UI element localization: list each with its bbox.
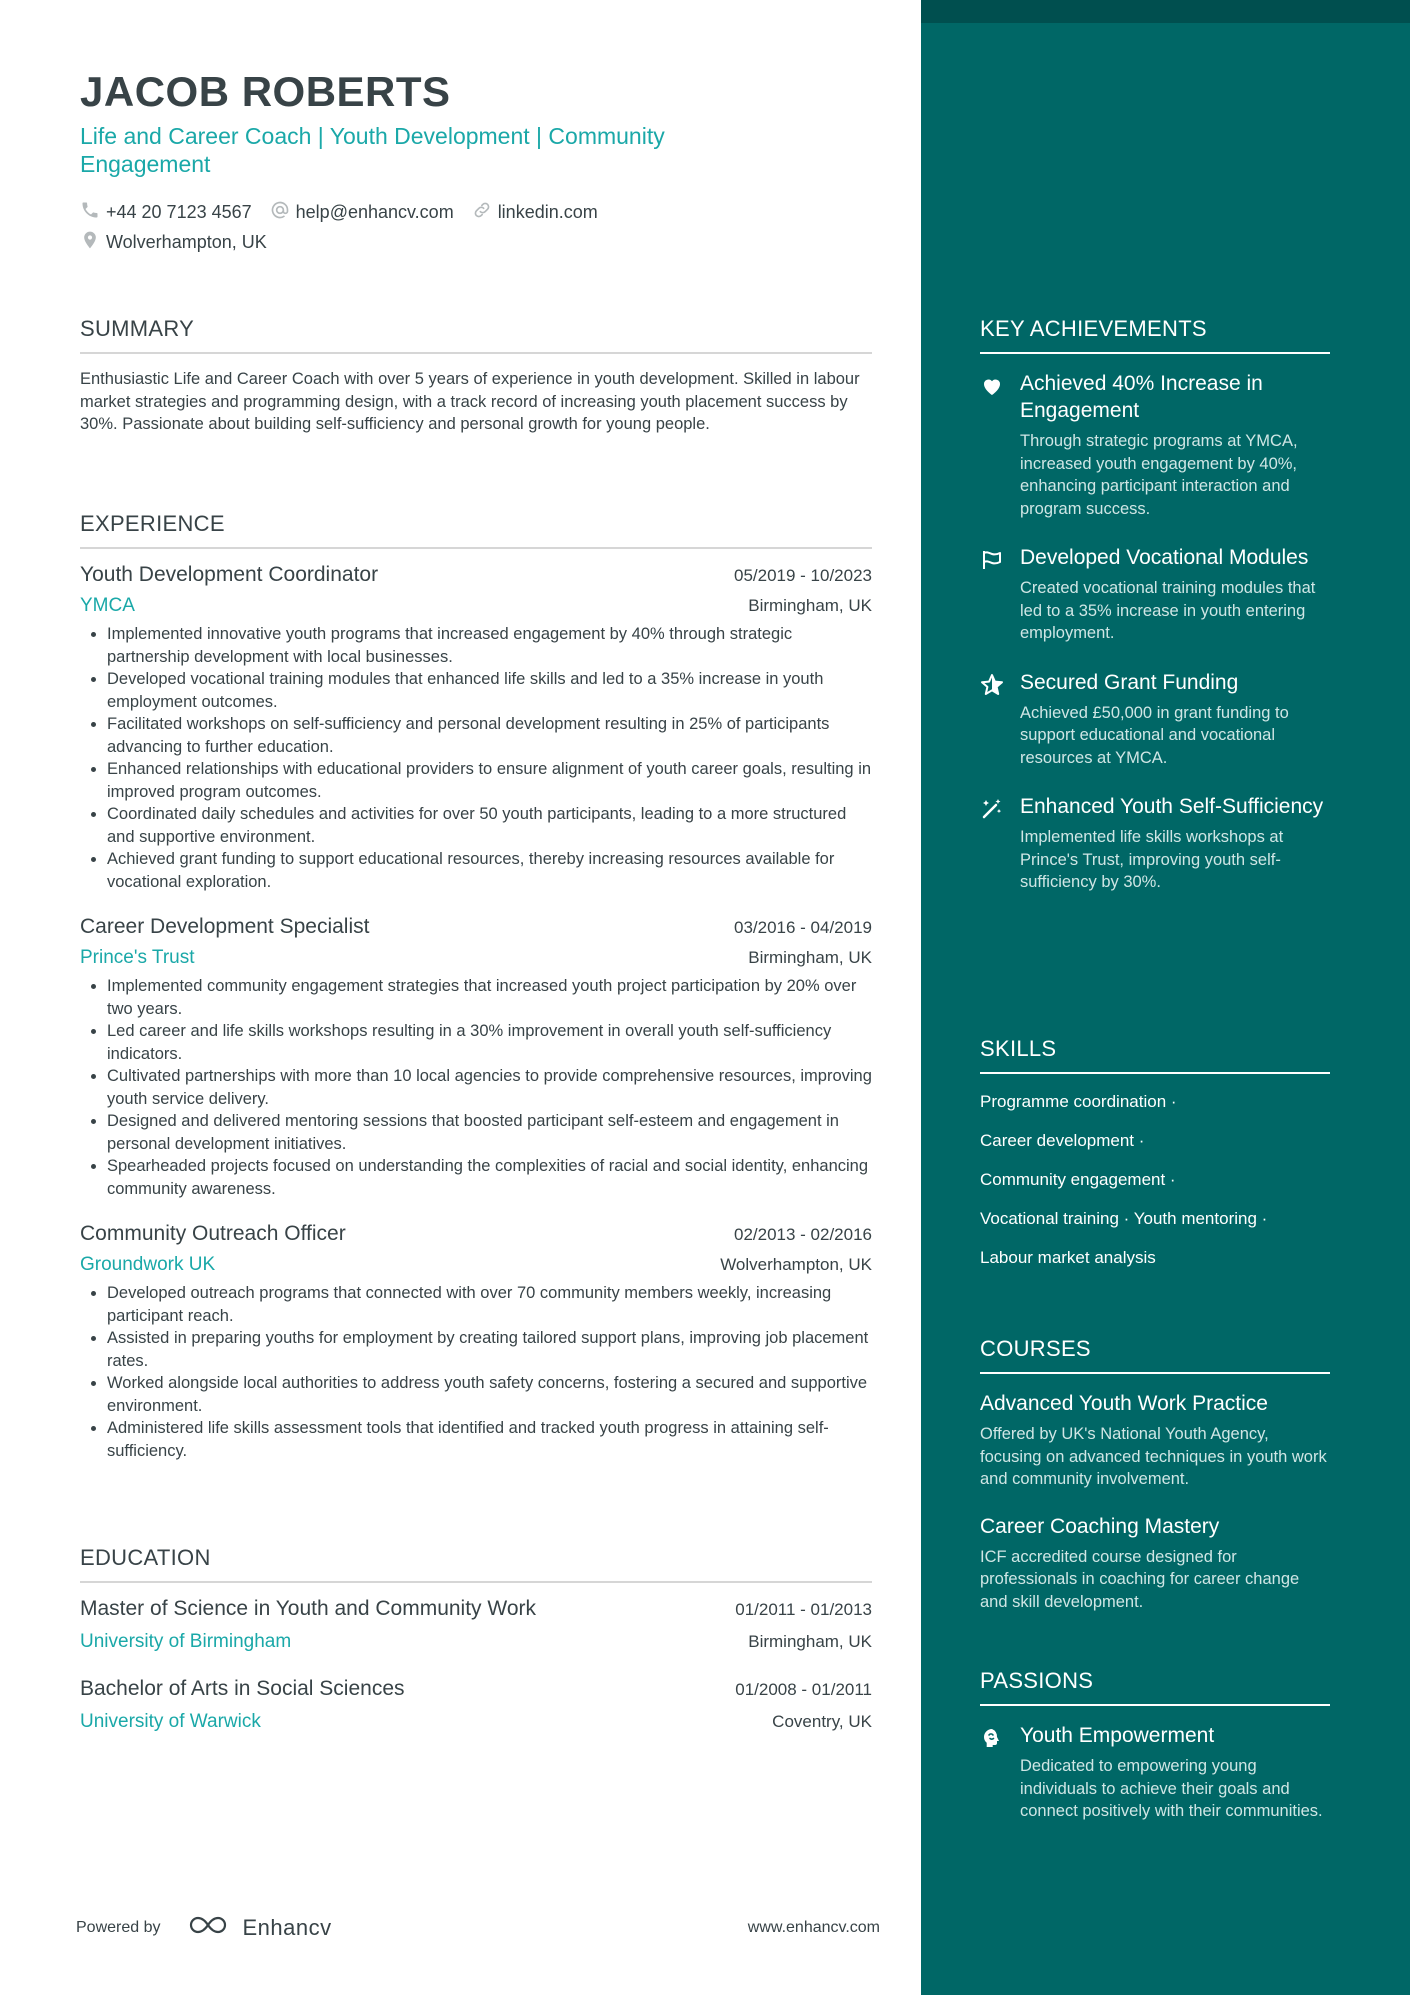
- job-bullet: • Developed vocational training modules that enhanced life skills and led to a 35% increase in youth employment outcomes.: [107, 668, 872, 713]
- passions-heading: PASSIONS: [980, 1668, 1330, 1706]
- job-dates: 02/2013 - 02/2016: [733, 1225, 872, 1244]
- job-entry: [80, 1222, 872, 1462]
- job-bullet: • Achieved grant funding to support educational resources, thereby increasing resources available for vocational exploration.: [107, 848, 872, 893]
- skill-line: Community engagement ·: [980, 1170, 1176, 1189]
- flag-icon: [980, 544, 1006, 645]
- job-bullet: • Cultivated partnerships with more than 10 local agencies to provide comprehensive resources, improving youth service delivery.: [107, 1065, 872, 1110]
- sidebar-top-band: [921, 0, 1410, 23]
- job-bullet: • Facilitated workshops on self-sufficiency and personal development resulting in 25% of participants advancing to further education.: [107, 713, 872, 758]
- edu-location: Birmingham, UK: [748, 1632, 872, 1651]
- location-pin-icon: [80, 230, 100, 255]
- job-bullet: • Enhanced relationships with educational providers to ensure alignment of youth career goals, resulting in improved program outcomes.: [107, 758, 872, 803]
- job-bullet: • Implemented innovative youth programs that increased engagement by 40% through strategic partnership development with local businesses.: [107, 623, 872, 668]
- contact-phone: [80, 200, 252, 225]
- achievement-title: Achieved 40% Increase in Engagement: [1020, 372, 1263, 422]
- job-dates: 05/2019 - 10/2023: [733, 566, 872, 585]
- job-role: Career Development Specialist: [80, 915, 370, 938]
- course-item: [980, 1513, 1330, 1614]
- passion-desc: Dedicated to empowering young individuals to achieve their goals and connect positively with their communities.: [1020, 1757, 1323, 1820]
- skills-heading: SKILLS: [980, 1036, 1330, 1074]
- skill-line: Programme coordination ·: [980, 1092, 1177, 1111]
- edu-degree: Bachelor of Arts in Social Sciences: [80, 1677, 405, 1700]
- star-icon: [980, 669, 1006, 770]
- achievement-desc: Created vocational training modules that led to a 35% increase in youth entering employment.: [1020, 579, 1316, 642]
- edu-dates: 01/2008 - 01/2011: [735, 1680, 872, 1699]
- achievement-title: Enhanced Youth Self-Sufficiency: [1020, 795, 1324, 818]
- experience-heading: EXPERIENCE: [80, 511, 872, 549]
- job-location: Birmingham, UK: [748, 596, 872, 615]
- achievement-item: [980, 669, 1330, 770]
- course-title: Advanced Youth Work Practice: [980, 1392, 1268, 1415]
- linkedin-text: linkedin.com: [497, 201, 598, 222]
- job-dates: 03/2016 - 04/2019: [733, 918, 872, 937]
- contact-location: [80, 230, 267, 255]
- education-section: [80, 1545, 872, 1757]
- edu-location: Coventry, UK: [772, 1712, 872, 1731]
- education-entry: [80, 1677, 872, 1733]
- location-text: Wolverhampton, UK: [106, 231, 267, 252]
- email-text: help@enhancv.com: [295, 201, 454, 222]
- job-bullets: [80, 1282, 872, 1462]
- skill-line: Career development ·: [980, 1131, 1145, 1150]
- job-role: Youth Development Coordinator: [80, 563, 379, 586]
- education-heading: EDUCATION: [80, 1545, 872, 1583]
- experience-section: [80, 511, 872, 1484]
- job-entry: [80, 915, 872, 1200]
- heart-icon: [980, 370, 1006, 520]
- achievement-title: Developed Vocational Modules: [1020, 546, 1309, 569]
- phone-icon: [80, 200, 100, 225]
- edu-school: University of Warwick: [80, 1711, 261, 1732]
- infinity-logo-icon: [185, 1913, 231, 1943]
- course-desc: ICF accredited course designed for professionals in coaching for career change and skill development.: [980, 1547, 1300, 1611]
- footer-url[interactable]: www.enhancv.com: [747, 1919, 880, 1936]
- contact-linkedin[interactable]: [472, 200, 598, 225]
- job-role: Community Outreach Officer: [80, 1222, 346, 1245]
- phone-text: +44 20 7123 4567: [106, 201, 252, 222]
- achievement-desc: Through strategic programs at YMCA, increased youth engagement by 40%, enhancing participant interaction and program success.: [1020, 432, 1298, 518]
- education-entry: [80, 1597, 872, 1653]
- contact-info: [80, 197, 870, 257]
- edu-school: University of Birmingham: [80, 1631, 292, 1652]
- skills-list: [980, 1090, 1330, 1285]
- powered-by-label: Powered by: [76, 1919, 161, 1936]
- candidate-title: Life and Career Coach | Youth Development | Community Engagement: [80, 123, 665, 177]
- job-bullets: [80, 623, 872, 893]
- job-bullet: • Administered life skills assessment tools that identified and tracked youth progress in attaining self-sufficiency.: [107, 1417, 872, 1462]
- link-icon: [472, 200, 492, 225]
- brand-name: Enhancv: [242, 1915, 332, 1940]
- job-bullet: • Developed outreach programs that connected with over 70 community members weekly, increasing participant reach.: [107, 1282, 872, 1327]
- course-item: [980, 1390, 1330, 1491]
- achievement-desc: Achieved £50,000 in grant funding to support educational and vocational resources at YMCA.: [1020, 703, 1289, 767]
- job-bullet: • Assisted in preparing youths for employment by creating tailored support plans, improving job placement rates.: [107, 1327, 872, 1372]
- achievement-item: [980, 793, 1330, 894]
- job-bullet: • Worked alongside local authorities to address youth safety concerns, fostering a secured and supportive environment.: [107, 1372, 872, 1417]
- job-bullet: • Led career and life skills workshops resulting in a 30% improvement in overall youth self-sufficiency indicators.: [107, 1020, 872, 1065]
- job-location: Wolverhampton, UK: [720, 1255, 872, 1274]
- summary-section: [80, 316, 872, 436]
- edu-degree: Master of Science in Youth and Community Work: [80, 1597, 537, 1620]
- courses-heading: COURSES: [980, 1336, 1330, 1374]
- course-desc: Offered by UK's National Youth Agency, focusing on advanced techniques in youth work and community involvement.: [980, 1425, 1327, 1488]
- achievements-heading: KEY ACHIEVEMENTS: [980, 316, 1330, 354]
- achievement-desc: Implemented life skills workshops at Prince's Trust, improving youth self-sufficiency by 30%.: [1020, 828, 1284, 891]
- courses-section: [980, 1336, 1330, 1635]
- edu-dates: 01/2011 - 01/2013: [735, 1600, 872, 1619]
- footer: [76, 1913, 880, 1943]
- achievement-item: [980, 544, 1330, 645]
- achievement-title: Secured Grant Funding: [1020, 670, 1239, 694]
- job-bullet: • Designed and delivered mentoring sessions that boosted participant self-esteem and engagement in personal development initiatives.: [107, 1110, 872, 1155]
- passion-item: [980, 1722, 1330, 1823]
- summary-text: Enthusiastic Life and Career Coach with over 5 years of experience in youth development. Skilled in labour market strategies and programming design, with a track record of increasing youth placement success by 30%. Passionate about building self-sufficiency and personal growth for young people.: [80, 370, 860, 433]
- job-bullets: [80, 975, 872, 1200]
- summary-heading: SUMMARY: [80, 316, 872, 354]
- achievements-section: [980, 316, 1330, 918]
- job-org: YMCA: [80, 595, 135, 616]
- skill-line: Vocational training · Youth mentoring ·: [980, 1209, 1268, 1228]
- brand-logo[interactable]: [185, 1913, 332, 1943]
- course-title: Career Coaching Mastery: [980, 1514, 1220, 1538]
- job-org: Prince's Trust: [80, 947, 195, 968]
- at-icon: [270, 200, 290, 225]
- job-bullet: • Implemented community engagement strategies that increased youth project participation by 20% over two years.: [107, 975, 872, 1020]
- job-bullet: • Spearheaded projects focused on understanding the complexities of racial and social identity, enhancing community awareness.: [107, 1155, 872, 1200]
- job-location: Birmingham, UK: [748, 948, 872, 967]
- skills-section: [980, 1036, 1330, 1285]
- passions-section: [980, 1668, 1330, 1847]
- brain-icon: [980, 1722, 1006, 1823]
- job-org: Groundwork UK: [80, 1254, 216, 1275]
- achievement-item: [980, 370, 1330, 520]
- passion-title: Youth Empowerment: [1020, 1724, 1215, 1747]
- magic-wand-icon: [980, 793, 1006, 894]
- job-entry: [80, 563, 872, 893]
- contact-email[interactable]: [270, 200, 454, 225]
- skill-line: Labour market analysis: [980, 1248, 1156, 1267]
- candidate-name: JACOB ROBERTS: [80, 68, 451, 115]
- job-bullet: • Coordinated daily schedules and activities for over 50 youth participants, leading to a more structured and supportive environment.: [107, 803, 872, 848]
